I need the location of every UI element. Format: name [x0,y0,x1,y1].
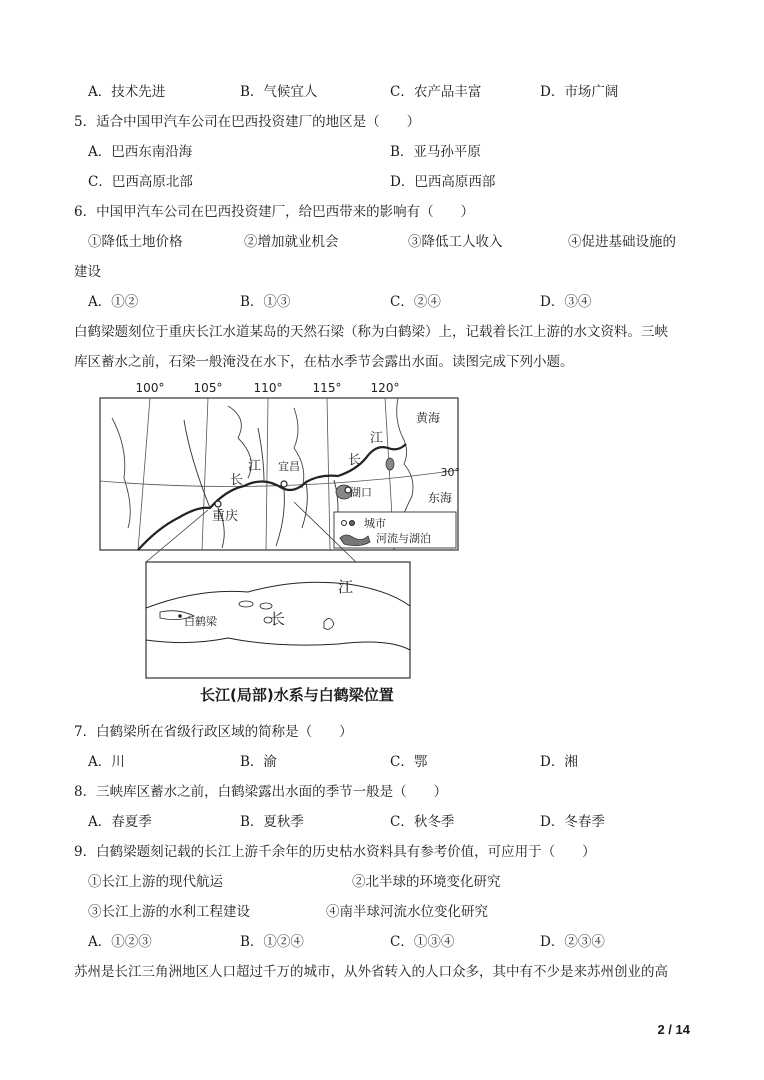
intro1-line-1: 白鹤梁题刻位于重庆长江水道某岛的天然石梁（称为白鹤梁）上，记载着长江上游的水文资料。三峡 [74,324,668,340]
river-char-4: 江 [370,431,384,446]
label-baiheliang: 白鹤梁 [184,615,217,628]
q9-option-a: A．①②③ [88,934,152,950]
map-legend [334,512,456,548]
label-hukou: 湖口 [350,486,372,499]
q6-option-b: B．①③ [240,294,291,310]
q8-option-d: D．冬春季 [540,814,605,830]
q6-option-c: C．②④ [390,294,441,310]
river-char-2: 江 [248,459,262,474]
label-yichang: 宜昌 [278,460,300,473]
q8-stem: 8．三峡库区蓄水之前，白鹤梁露出水面的季节一般是（ ） [74,784,448,800]
q6-option-d: D．③④ [540,294,592,310]
q9-item-4: ④南半球河流水位变化研究 [326,904,488,920]
q7-stem: 7．白鹤梁所在省级行政区域的简称是（ ） [74,724,353,740]
q5-stem: 5．适合中国甲汽车公司在巴西投资建厂的地区是（ ） [74,114,421,130]
q9-item-3: ③长江上游的水利工程建设 [88,904,250,920]
river-char-1: 长 [230,473,244,488]
q9-item-2: ②北半球的环境变化研究 [352,874,501,890]
q9-option-d: D．②③④ [540,934,605,950]
tai-lake [386,458,394,470]
baiheliang-dot [178,614,182,618]
q4-option-b: B．气候宜人 [240,84,318,100]
q4-option-c: C．农产品丰富 [390,84,482,100]
q6-item-1: ①降低土地价格 [88,234,183,250]
lon-label-110: 110° [253,381,283,395]
lon-label-115: 115° [312,381,342,395]
legend-river-lake-label: 河流与湖泊 [376,532,431,545]
q7-option-b: B．渝 [240,754,277,770]
q7-option-d: D．湘 [540,754,578,770]
intro2-line-1: 苏州是长江三角洲地区人口超过千万的城市，从外省转入的人口众多，其中有不少是来苏州创业的高 [74,964,668,980]
label-donghai: 东海 [428,491,453,505]
q9-option-b: B．①②④ [240,934,304,950]
lon-label-105: 105° [193,381,223,395]
q6-option-a: A．①② [88,294,139,310]
q5-option-b: B．亚马孙平原 [390,144,481,160]
q6-item-4-continuation: 建设 [74,264,101,280]
yichang-city-dot [281,481,287,487]
q5-option-c: C．巴西高原北部 [88,174,193,190]
page-number: 2 / 14 [657,1022,690,1037]
q9-item-1: ①长江上游的现代航运 [88,874,223,890]
q7-option-c: C．鄂 [390,754,428,770]
lat-label-30: 30° [440,466,460,479]
q8-option-c: C．秋冬季 [390,814,455,830]
q4-option-a: A．技术先进 [88,84,166,100]
label-huanghai: 黄海 [416,411,441,425]
map-caption: 长江(局部)水系与白鹤梁位置 [200,686,394,704]
q9-option-c: C．①③④ [390,934,455,950]
inset-river-char-2: 长 [270,610,286,628]
q6-item-2: ②增加就业机会 [244,234,339,250]
intro1-line-2: 库区蓄水之前，石梁一般淹没在水下，在枯水季节会露出水面。读图完成下列小题。 [74,354,574,370]
yangtze-map [98,378,460,710]
q5-option-a: A．巴西东南沿海 [88,144,193,160]
legend-city-label: 城市 [364,517,386,530]
q4-option-d: D．市场广阔 [540,84,619,100]
q8-option-b: B．夏秋季 [240,814,304,830]
q7-option-a: A．川 [88,754,125,770]
chongqing-city-dot [215,501,221,507]
inset-river-char-1: 江 [338,578,354,596]
q9-stem: 9．白鹤梁题刻记载的长江上游千余年的历史枯水资料具有参考价值，可应用于（ ） [74,844,596,860]
q5-option-d: D．巴西高原西部 [390,174,496,190]
q6-item-3: ③降低工人收入 [408,234,503,250]
lon-label-100: 100° [135,381,165,395]
lon-label-120: 120° [370,381,400,395]
q8-option-a: A．春夏季 [88,814,152,830]
q6-stem: 6．中国甲汽车公司在巴西投资建厂，给巴西带来的影响有（ ） [74,204,475,220]
river-char-3: 长 [348,453,362,468]
label-chongqing: 重庆 [212,509,239,524]
yangtze-map-figure [98,378,460,710]
q6-item-4: ④促进基础设施的 [568,234,676,250]
